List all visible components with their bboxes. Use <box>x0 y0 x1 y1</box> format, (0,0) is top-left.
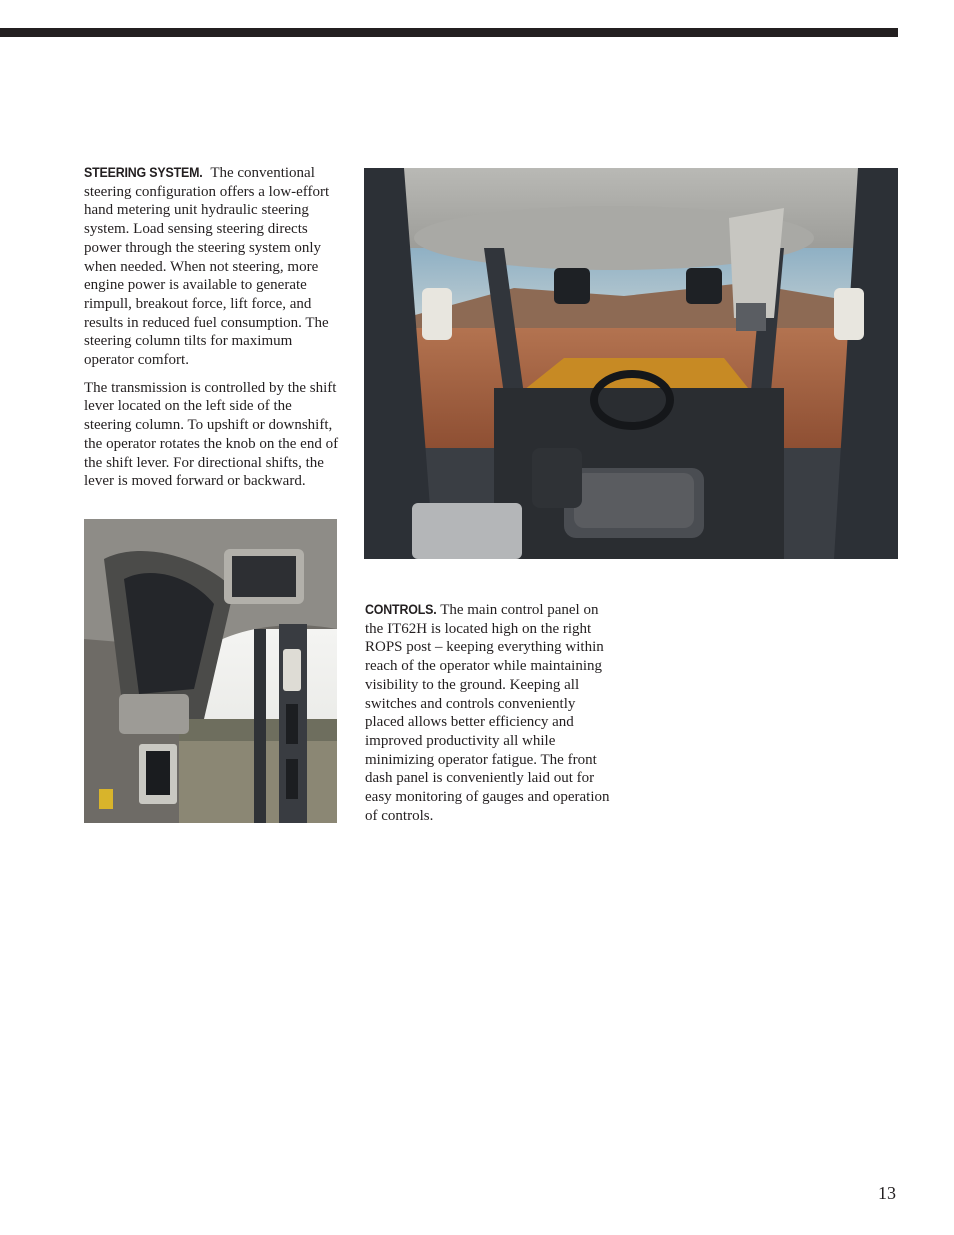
controls-heading: CONTROLS. <box>365 602 437 617</box>
steering-text-1: The conventional steering configuration offers a low-effort hand metering unit hydraulic steering system. Load sensing steering directs power through the steering system only when needed. When not steering, more engine power is available to generate rimpull, breakout force, lift force, and results in reduced fuel consumption. The steering column tilts for maximum operator comfort. <box>84 165 330 369</box>
steering-heading: STEERING SYSTEM. <box>84 165 203 180</box>
control-panel-photo <box>84 519 337 823</box>
steering-paragraph-1 <box>84 164 340 370</box>
cab-interior-photo <box>364 168 898 559</box>
page-number: 13 <box>878 1183 896 1203</box>
top-rule <box>0 28 898 37</box>
controls-paragraph <box>365 601 617 825</box>
controls-text: The main control panel on the IT62H is located high on the right ROPS post – keeping everything within reach of the operator while maintaining visibility to the ground. Keeping all switches and controls conveniently placed allows better efficiency and improved productivity all while minimizing operator fatigue. The front dash panel is conveniently laid out for easy monitoring of gauges and operation of controls. <box>365 602 610 824</box>
steering-paragraph-2: The transmission is controlled by the shift lever located on the left side of the steering column. To upshift or downshift, the operator rotates the knob on the end of the shift lever. For directional shifts, the lever is moved forward or backward. <box>84 379 339 490</box>
steering-section <box>84 164 340 491</box>
controls-section <box>365 601 617 825</box>
